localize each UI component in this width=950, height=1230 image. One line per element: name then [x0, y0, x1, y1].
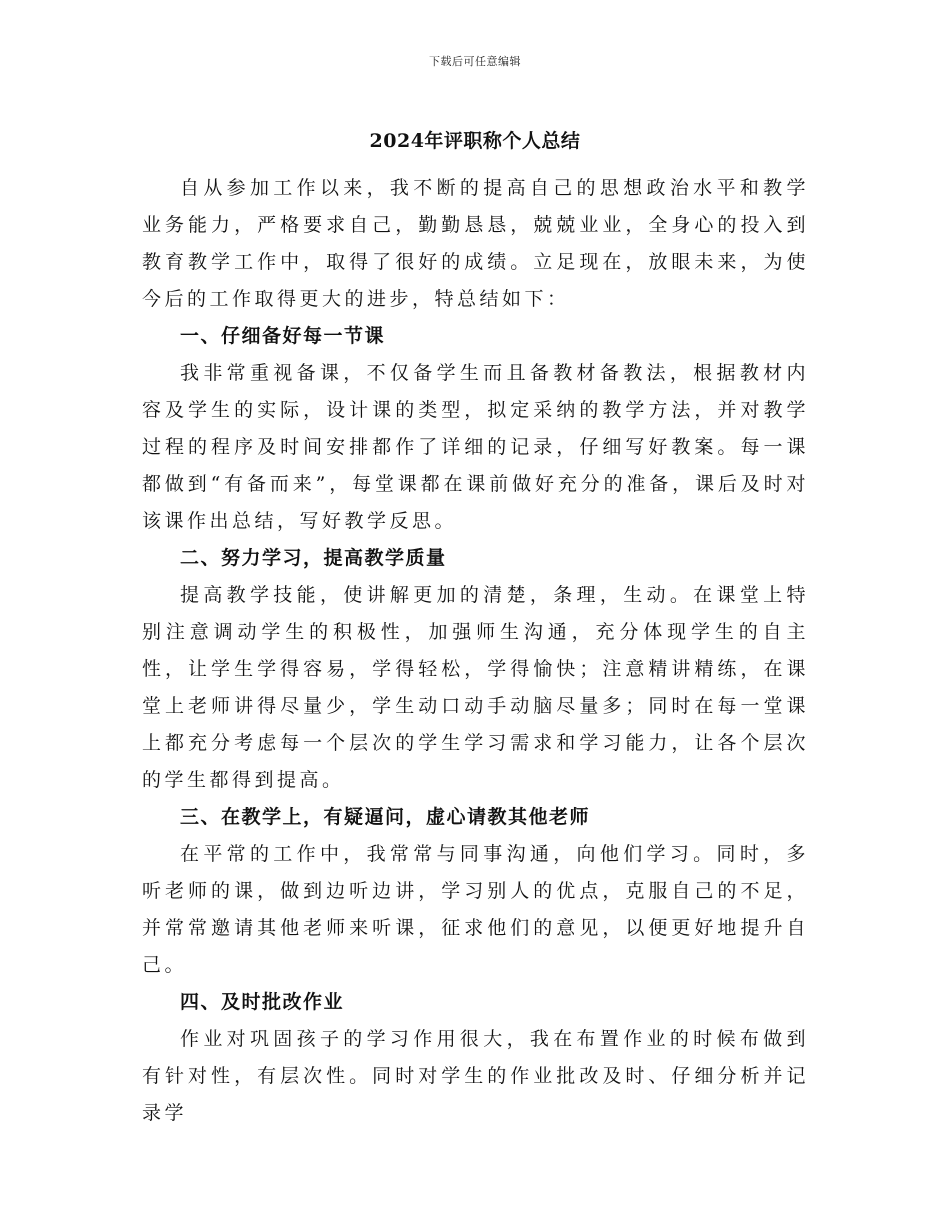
- section-paragraph-1: 我非常重视备课，不仅备学生而且备教材备教法，根据教材内容及学生的实际，设计课的类型，拟定采纳的教学方法，并对教学过程的程序及时间安排都作了详细的记录，仔细写好教案。每一课都做到“有备而来”，每堂课都在课前做好充分的准备，课后及时对该课作出总结，写好教学反思。: [142, 362, 809, 532]
- section-paragraph-4: 作业对巩固孩子的学习作用很大，我在布置作业的时候布做到有针对性，有层次性。同时对学生的作业批改及时、仔细分析并记录学: [142, 1028, 809, 1124]
- document-body: [142, 170, 809, 1132]
- section-paragraph-2: 提高教学技能，使讲解更加的清楚，条理，生动。在课堂上特别注意调动学生的积极性，加强师生沟通，充分体现学生的自主性，让学生学得容易，学得轻松，学得愉快；注意精讲精练，在课堂上老师讲得尽量少，学生动口动手动脑尽量多；同时在每一堂课上都充分考虑每一个层次的学生学习需求和学习能力，让各个层次的学生都得到提高。: [142, 584, 809, 791]
- section-paragraph-3: 在平常的工作中，我常常与同事沟通，向他们学习。同时，多听老师的课，做到边听边讲，学习别人的优点，克服自己的不足，并常常邀请其他老师来听课，征求他们的意见，以便更好地提升自己。: [142, 843, 809, 976]
- document-title: 2024年评职称个人总结: [369, 130, 581, 152]
- section-heading-4: 四、及时批改作业: [180, 991, 345, 1013]
- header-note: 下载后可任意编辑: [429, 55, 521, 68]
- intro-paragraph: 自从参加工作以来，我不断的提高自己的思想政治水平和教学业务能力，严格要求自己，勤勤恳恳，兢兢业业，全身心的投入到教育教学工作中，取得了很好的成绩。立足现在，放眼未来，为使今后的工作取得更大的进步，特总结如下：: [142, 177, 809, 310]
- section-heading-3: 三、在教学上，有疑逼问，虚心请教其他老师: [180, 806, 591, 828]
- section-heading-1: 一、仔细备好每一节课: [180, 325, 386, 347]
- section-heading-2: 二、努力学习，提高教学质量: [180, 547, 447, 569]
